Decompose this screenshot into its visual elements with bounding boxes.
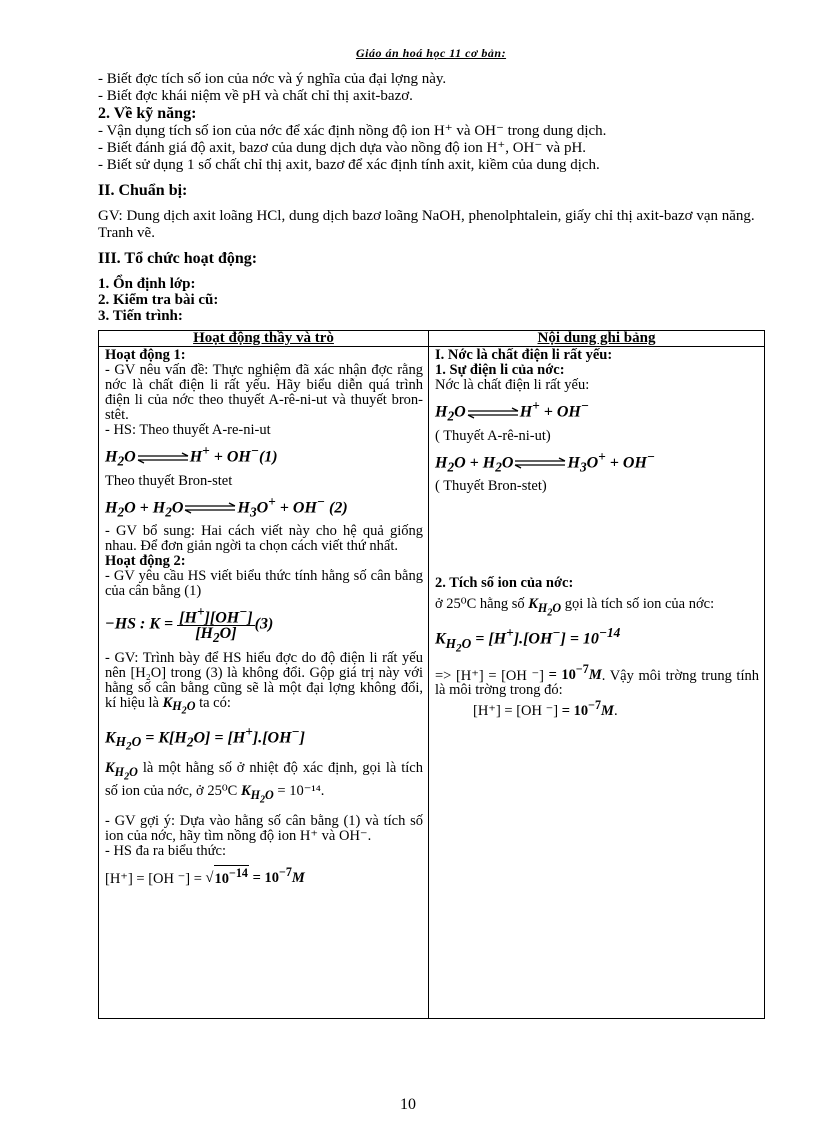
activity-text: - GV yêu cầu HS viết biểu thức tính hằng số cân bằng của cân bằng (1) <box>105 568 423 600</box>
section-heading: III. Tổ chức hoạt động: <box>98 250 258 267</box>
equation-concentration: [H⁺] = [OH ⁻] = $√10^{-14} = 10^{-7}M$ <box>105 865 305 887</box>
activity-text: - GV nêu vấn đề: Thực nghiệm đã xác nhận đợc rằng nớc là chất điện li rất yếu. Hãy biểu diễn quá trình điện li của nớc theo thuyết A-rê-ni-ut và thuyết bron-stêt. <box>105 362 423 423</box>
intro-line: - Biết đánh giá độ axit, bazơ của dung dịch dựa vào nồng độ ion H⁺, OH⁻ và pH. <box>98 140 587 156</box>
board-text: => [H⁺] = [OH ⁻] = $10^{-7}M$. Vậy môi trờng trung tính là môi trờng trong đó: <box>435 662 759 699</box>
intro-line: - Vận dụng tích số ion của nớc để xác định nồng độ ion H⁺ và OH⁻ trong dung dịch. <box>98 123 607 139</box>
section-text: GV: Dung dịch axit loãng HCl, dung dịch bazơ loãng NaOH, phenolphtalein, giấy chỉ thị axit-bazơ vạn năng. <box>98 208 755 224</box>
board-heading: I. Nớc là chất điện li rất yếu: <box>435 347 613 363</box>
activity-heading: Hoạt động 2: <box>105 553 186 570</box>
skills-heading: 2. Về kỹ năng: <box>98 105 197 122</box>
activity-text: - HS: Theo thuyết A-re-ni-ut <box>105 422 271 438</box>
board-text: ( Thuyết Bron-stet) <box>435 478 547 495</box>
equilibrium-arrow-icon <box>513 457 567 469</box>
equation-ion-product-board: $K_{H_2O} = [H^+].[OH^-] = 10^{-14}$ <box>435 625 621 655</box>
intro-line: - Biết sử dụng 1 số chất chỉ thị axit, bazơ để xác định tính axit, kiềm của dung dịch. <box>98 157 600 173</box>
page-header: Giáo án hoá học 11 cơ bản: <box>355 46 507 60</box>
activity-text: - GV gợi ý: Dựa vào hằng số cân bằng (1) và tích số ion của nớc, hãy tìm nồng độ ion H⁺ và OH⁻. <box>105 812 423 844</box>
page <box>98 46 764 1019</box>
board-notes-cell <box>429 347 765 1019</box>
column-header-activities: Hoạt động thầy và trò <box>99 331 429 347</box>
page-number: 10 <box>400 1096 416 1113</box>
step-heading: 2. Kiểm tra bài cũ: <box>98 292 219 308</box>
equilibrium-arrow-icon <box>466 407 520 419</box>
intro-line: - Biết đợc tích số ion của nớc và ý nghĩa của đại lợng này. <box>98 71 447 87</box>
step-heading: 3. Tiến trình: <box>98 308 183 324</box>
activity-text: - GV: Trình bày để HS hiểu đợc do độ điện li rất yếu nên [H₂O] trong (3) là không đổi. Gộp giá trị này với hằng số cân bằng cũng sẽ là một đại lợng không đổi, kí hiệu là $K_{H_2O}$ ta có: <box>105 649 423 717</box>
section-heading: II. Chuẩn bị: <box>98 182 188 199</box>
board-text: [H⁺] = [OH ⁻] = $10^{-7}M$. <box>473 698 618 720</box>
equation-arrhenius: $H_2O$ H+ + OH−(1) <box>105 443 278 469</box>
equation-bronsted-board: $H_2O + H_2O$ $H_3O^+ + OH^-$ <box>435 448 655 475</box>
board-heading: 2. Tích số ion của nớc: <box>435 575 574 592</box>
activity-heading: Hoạt động 1: <box>105 347 186 363</box>
section-text: Tranh vẽ. <box>98 225 155 241</box>
column-header-board: Nội dung ghi bảng <box>429 331 765 347</box>
intro-line: - Biết đợc khái niệm về pH và chất chỉ thị axit-bazơ. <box>98 88 413 104</box>
activities-cell <box>99 347 429 1019</box>
activity-text: - HS đa ra biểu thức: <box>105 842 227 859</box>
equilibrium-arrow-icon <box>136 452 190 464</box>
equation-equilibrium-constant: −HS : K = $\frac{[H^+][OH^-]}{[H_2O]}$ (3) <box>105 604 274 646</box>
board-text: ( Thuyết A-rê-ni-ut) <box>435 427 551 444</box>
equation-arrhenius-board: $H_2O$ H+ + OH− <box>435 398 589 424</box>
step-heading: 1. Ổn định lớp: <box>98 276 196 292</box>
activity-text: Theo thuyết Bron-stet <box>105 472 233 489</box>
equation-bronsted: $H_2O + H_2O$ $H_3O^+ + OH^-$ (2) <box>105 493 348 520</box>
board-text: Nớc là chất điện li rất yếu: <box>435 377 590 393</box>
equilibrium-arrow-icon <box>183 502 237 514</box>
board-heading: 1. Sự điện li của nớc: <box>435 362 565 378</box>
equation-ion-product: $K_{H_2O} = K[H_2O] = [H^+].[OH^-]$ <box>105 723 305 754</box>
activity-text: - GV bổ sung: Hai cách viết này cho hệ quả giống nhau. Để đơn giản ngời ta chọn cách viết thứ nhất. <box>105 523 423 555</box>
board-text: ở 25⁰C hằng số $K_{H_2O}$ gọi là tích số ion của nớc: <box>435 596 715 619</box>
activity-text: $K_{H_2O}$ là một hằng số ở nhiệt độ xác định, gọi là tích số ion của nớc, ở 25⁰C $K_{H_2O} = 10^{-14}$. <box>105 760 423 806</box>
activity-table <box>98 330 765 1019</box>
